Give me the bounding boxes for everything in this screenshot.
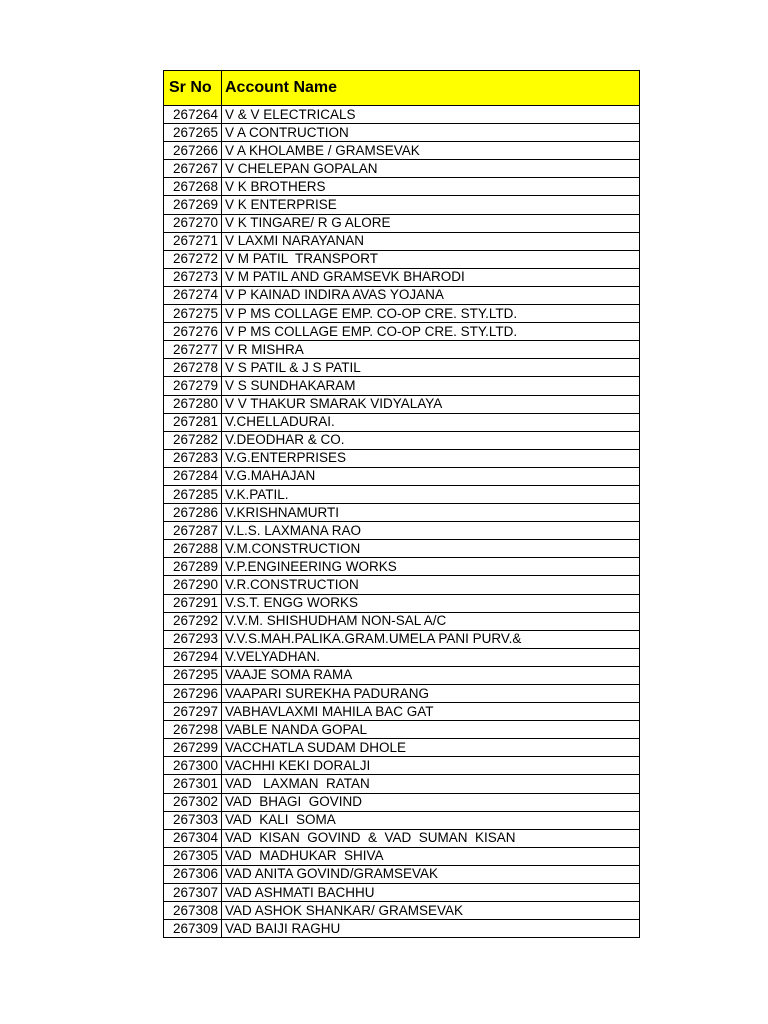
account-name-cell: VAD MADHUKAR SHIVA bbox=[222, 847, 640, 865]
table-row bbox=[164, 540, 640, 558]
table-row bbox=[164, 775, 640, 793]
account-name-cell: V P MS COLLAGE EMP. CO-OP CRE. STY.LTD. bbox=[222, 323, 640, 341]
account-name-cell: VAD ASHMATI BACHHU bbox=[222, 884, 640, 902]
table-row bbox=[164, 666, 640, 684]
account-name-cell: V V THAKUR SMARAK VIDYALAYA bbox=[222, 395, 640, 413]
table-row bbox=[164, 160, 640, 178]
table-row bbox=[164, 865, 640, 883]
account-name-cell: V.V.M. SHISHUDHAM NON-SAL A/C bbox=[222, 612, 640, 630]
sr-no-cell: 267303 bbox=[164, 811, 222, 829]
table-row bbox=[164, 811, 640, 829]
account-name-cell: VAD BAIJI RAGHU bbox=[222, 920, 640, 938]
account-name-cell: V P MS COLLAGE EMP. CO-OP CRE. STY.LTD. bbox=[222, 305, 640, 323]
account-name-cell: V.P.ENGINEERING WORKS bbox=[222, 558, 640, 576]
sr-no-cell: 267307 bbox=[164, 884, 222, 902]
sr-no-cell: 267285 bbox=[164, 485, 222, 503]
account-name-cell: V CHELEPAN GOPALAN bbox=[222, 160, 640, 178]
account-name-cell: V S SUNDHAKARAM bbox=[222, 377, 640, 395]
sr-no-cell: 267292 bbox=[164, 612, 222, 630]
table-row bbox=[164, 250, 640, 268]
account-name-cell: V A CONTRUCTION bbox=[222, 124, 640, 142]
sr-no-cell: 267281 bbox=[164, 413, 222, 431]
account-name-cell: V.KRISHNAMURTI bbox=[222, 504, 640, 522]
table-row bbox=[164, 305, 640, 323]
account-name-cell: V K BROTHERS bbox=[222, 178, 640, 196]
table-row bbox=[164, 359, 640, 377]
account-name-cell: V A KHOLAMBE / GRAMSEVAK bbox=[222, 142, 640, 160]
sr-no-cell: 267280 bbox=[164, 395, 222, 413]
table-row bbox=[164, 142, 640, 160]
account-name-cell: V & V ELECTRICALS bbox=[222, 106, 640, 124]
sr-no-cell: 267271 bbox=[164, 232, 222, 250]
table-row bbox=[164, 884, 640, 902]
account-sheet bbox=[163, 70, 639, 938]
table-row bbox=[164, 522, 640, 540]
account-name-cell: V.R.CONSTRUCTION bbox=[222, 576, 640, 594]
table-row bbox=[164, 323, 640, 341]
account-name-cell: VAD ANITA GOVIND/GRAMSEVAK bbox=[222, 865, 640, 883]
table-row bbox=[164, 449, 640, 467]
header-sr-no: Sr No bbox=[164, 71, 222, 106]
table-row bbox=[164, 630, 640, 648]
account-name-cell: V P KAINAD INDIRA AVAS YOJANA bbox=[222, 286, 640, 304]
table-row bbox=[164, 178, 640, 196]
sr-no-cell: 267264 bbox=[164, 106, 222, 124]
account-name-cell: V.CHELLADURAI. bbox=[222, 413, 640, 431]
table-row bbox=[164, 485, 640, 503]
table-row bbox=[164, 124, 640, 142]
account-name-cell: V K TINGARE/ R G ALORE bbox=[222, 214, 640, 232]
sr-no-cell: 267265 bbox=[164, 124, 222, 142]
table-row bbox=[164, 467, 640, 485]
table-row bbox=[164, 612, 640, 630]
table-row bbox=[164, 902, 640, 920]
sr-no-cell: 267298 bbox=[164, 721, 222, 739]
table-row bbox=[164, 847, 640, 865]
account-name-cell: V M PATIL TRANSPORT bbox=[222, 250, 640, 268]
sr-no-cell: 267268 bbox=[164, 178, 222, 196]
account-name-cell: V.VELYADHAN. bbox=[222, 648, 640, 666]
sr-no-cell: 267287 bbox=[164, 522, 222, 540]
account-name-cell: VAD KISAN GOVIND & VAD SUMAN KISAN bbox=[222, 829, 640, 847]
account-name-cell: VAD BHAGI GOVIND bbox=[222, 793, 640, 811]
account-name-cell: V.G.ENTERPRISES bbox=[222, 449, 640, 467]
table-row bbox=[164, 594, 640, 612]
sr-no-cell: 267297 bbox=[164, 703, 222, 721]
account-name-cell: VACCHATLA SUDAM DHOLE bbox=[222, 739, 640, 757]
account-name-cell: V.V.S.MAH.PALIKA.GRAM.UMELA PANI PURV.& bbox=[222, 630, 640, 648]
header-row bbox=[164, 71, 640, 106]
sr-no-cell: 267309 bbox=[164, 920, 222, 938]
sr-no-cell: 267304 bbox=[164, 829, 222, 847]
sr-no-cell: 267294 bbox=[164, 648, 222, 666]
account-name-cell: VACHHI KEKI DORALJI bbox=[222, 757, 640, 775]
table-row bbox=[164, 232, 640, 250]
table-row bbox=[164, 504, 640, 522]
account-name-cell: VAAPARI SUREKHA PADURANG bbox=[222, 685, 640, 703]
sr-no-cell: 267284 bbox=[164, 467, 222, 485]
header-account-name: Account Name bbox=[222, 71, 640, 106]
sr-no-cell: 267282 bbox=[164, 431, 222, 449]
table-row bbox=[164, 413, 640, 431]
table-row bbox=[164, 703, 640, 721]
sr-no-cell: 267278 bbox=[164, 359, 222, 377]
account-name-cell: VAD KALI SOMA bbox=[222, 811, 640, 829]
sr-no-cell: 267289 bbox=[164, 558, 222, 576]
account-name-cell: V.S.T. ENGG WORKS bbox=[222, 594, 640, 612]
sr-no-cell: 267269 bbox=[164, 196, 222, 214]
sr-no-cell: 267279 bbox=[164, 377, 222, 395]
sr-no-cell: 267291 bbox=[164, 594, 222, 612]
account-name-cell: V LAXMI NARAYANAN bbox=[222, 232, 640, 250]
sr-no-cell: 267288 bbox=[164, 540, 222, 558]
sr-no-cell: 267266 bbox=[164, 142, 222, 160]
table-row bbox=[164, 739, 640, 757]
accounts-body bbox=[164, 106, 640, 938]
sr-no-cell: 267276 bbox=[164, 323, 222, 341]
table-row bbox=[164, 395, 640, 413]
sr-no-cell: 267306 bbox=[164, 865, 222, 883]
table-row bbox=[164, 576, 640, 594]
account-name-cell: V.M.CONSTRUCTION bbox=[222, 540, 640, 558]
table-row bbox=[164, 106, 640, 124]
table-row bbox=[164, 648, 640, 666]
table-row bbox=[164, 829, 640, 847]
account-name-cell: VAD LAXMAN RATAN bbox=[222, 775, 640, 793]
sr-no-cell: 267305 bbox=[164, 847, 222, 865]
sr-no-cell: 267295 bbox=[164, 666, 222, 684]
sr-no-cell: 267272 bbox=[164, 250, 222, 268]
account-name-cell: VABHAVLAXMI MAHILA BAC GAT bbox=[222, 703, 640, 721]
sr-no-cell: 267296 bbox=[164, 685, 222, 703]
sr-no-cell: 267267 bbox=[164, 160, 222, 178]
table-row bbox=[164, 793, 640, 811]
account-name-cell: V K ENTERPRISE bbox=[222, 196, 640, 214]
table-row bbox=[164, 268, 640, 286]
table-row bbox=[164, 685, 640, 703]
account-name-cell: V.DEODHAR & CO. bbox=[222, 431, 640, 449]
account-name-cell: VAD ASHOK SHANKAR/ GRAMSEVAK bbox=[222, 902, 640, 920]
table-row bbox=[164, 341, 640, 359]
sr-no-cell: 267277 bbox=[164, 341, 222, 359]
sr-no-cell: 267290 bbox=[164, 576, 222, 594]
sr-no-cell: 267308 bbox=[164, 902, 222, 920]
table-row bbox=[164, 286, 640, 304]
sr-no-cell: 267286 bbox=[164, 504, 222, 522]
sr-no-cell: 267300 bbox=[164, 757, 222, 775]
account-name-cell: V.K.PATIL. bbox=[222, 485, 640, 503]
account-name-cell: V S PATIL & J S PATIL bbox=[222, 359, 640, 377]
sr-no-cell: 267274 bbox=[164, 286, 222, 304]
sr-no-cell: 267283 bbox=[164, 449, 222, 467]
accounts-table bbox=[163, 70, 640, 938]
table-row bbox=[164, 377, 640, 395]
account-name-cell: V.L.S. LAXMANA RAO bbox=[222, 522, 640, 540]
account-name-cell: V R MISHRA bbox=[222, 341, 640, 359]
account-name-cell: VABLE NANDA GOPAL bbox=[222, 721, 640, 739]
table-row bbox=[164, 196, 640, 214]
table-row bbox=[164, 214, 640, 232]
table-row bbox=[164, 721, 640, 739]
table-row bbox=[164, 920, 640, 938]
table-row bbox=[164, 558, 640, 576]
sr-no-cell: 267299 bbox=[164, 739, 222, 757]
sr-no-cell: 267302 bbox=[164, 793, 222, 811]
sr-no-cell: 267273 bbox=[164, 268, 222, 286]
sr-no-cell: 267275 bbox=[164, 305, 222, 323]
sr-no-cell: 267301 bbox=[164, 775, 222, 793]
sr-no-cell: 267270 bbox=[164, 214, 222, 232]
table-row bbox=[164, 431, 640, 449]
table-row bbox=[164, 757, 640, 775]
account-name-cell: VAAJE SOMA RAMA bbox=[222, 666, 640, 684]
account-name-cell: V M PATIL AND GRAMSEVK BHARODI bbox=[222, 268, 640, 286]
sr-no-cell: 267293 bbox=[164, 630, 222, 648]
account-name-cell: V.G.MAHAJAN bbox=[222, 467, 640, 485]
